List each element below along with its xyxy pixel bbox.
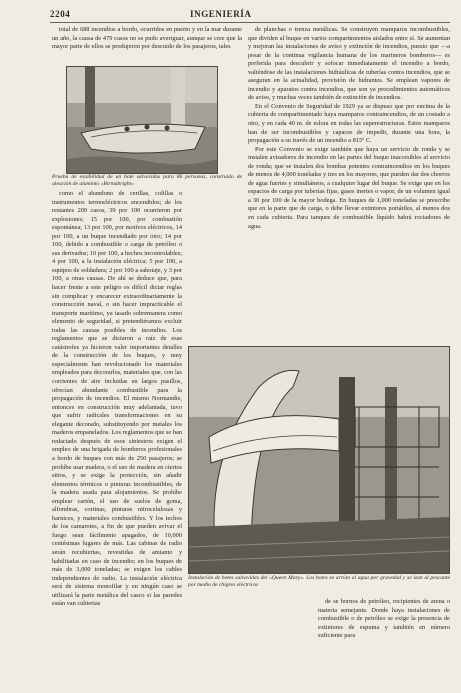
paragraph: de planchas o trenza metálicas. Se construyen mamparos incombustibles, que dividen al buque en varios compartimientos aislados entre sí. Se aumentan y mejoran las instalaciones de aviso y extinción de incendios, puesto que —a pesar de la continua vigilancia humana de los marineros bomberos— es preferida para descubrir y sofocar inmediatamente el incendio a bordo, valiéndose de las instalaciones hidráulicas de tuberías contra incendios, que se aseguran en la actualidad, provisión de hidrantes. Se emplean vapores de incendio y aparatos contra incendios, que son ya procedimientos automáticos de aviso, y muchas veces también de extinción de incendios. xyxy=(248,26,450,102)
left-column-main xyxy=(52,190,182,670)
page-header xyxy=(50,8,450,23)
paragraph: como el abandono de cerillas, colillas o instrumentos termoeléctricos encendidos; de los restantes 209 casos, 39 por 100 ocurrieron por explosiones; 15 por 100, por combustión espontánea; 13 por 100, por motivos eléctricos, 14 por 100, a un buque incendiado por otro; 14 por 100, debido a combustible o carga de petróleo o sus derivados; 10 por 100, a hechos incontrolables; 4 por 100, a la instalación eléctrica; 5 por 100, a equipos de soldadura; 2 por 100 a sabotaje, y 3 por 100, a otras causas. De ahí se deduce que, para hacer frente a este peligro es difícil dictar reglas sin complicar y encarecer extraordinariamente la construcción naval, o sin hacer impracticable el transporte marítimo, ya tasado sobremanera como elemento de seguridad, si pretendiéramos excluir todas las causas posibles de incendios. Los reglamentos que se dictaron a raíz de esas catástrofes ya hicieron valer importantes detalles de la construcción de los buques, y muy especialmente han revolucionado los materiales empleados para decorarlos, materiales que, con las corrientes de aire incluidas en largos pasillos, ofrecían abundante combustible para la propagación de incendios. El mismo Normandie, entonces en construcción muy adelantada, tuvo que sufrir radicales transformaciones en su elegante decorado, substituyendo por metales los maderos empanelados. Los reglamentos que se han redactado después de esos siniestros exigen el empleo de una brigada de bomberos profesionales a bordo de buques con más de 250 pasajeros; se prohíbe usar madera, o el uso de madera en ciertos sitios, y se exige la protección, sin añadir elementos térmicos o pinturas incombustibles, de la madera usada para alojamientos. Se prohíbe emplear cartón, el uso de suelos de goma, alfombras, cortinas, pinturas nitrocelulosas y barnices, y materiales combustibles. Y los techos de los camarotes, a fin de que pueden avivar el fuego sean fácilmente apagados, de 10,000 centésimas lugares de más. Las cabinas de radio serán recubiertas, revestidas de amianto y habilitadas en caso de incendio; en los buques de más de 3,000 toneladas; se exigen los cables independientes de radio. La instalación eléctrica será de sistema monofilar y en ningún caso se utilizará la parte metálica del casco si las paredes están van cubiertas xyxy=(52,190,182,608)
paragraph: En el Convenio de Seguridad de 1929 ya se dispuso que por encima de la cubierta de compartimentado haya mamparos contraincendios, de un costado a otro, y en cada 40 m. de eslora en todas las superestructuras. Estos mamparos han de ser incombustibles y capaces de impedir, durante una hora, la propagación a su través de un incendio a 815º C. xyxy=(248,102,450,145)
running-title: INGENIERÍA xyxy=(190,9,252,19)
queen-mary-illustration xyxy=(189,347,449,573)
paragraph: Por este Convenio se exige también que haya un servicio de ronda y se instalen avisadores de incendio en las partes del buque inaccesibles al servicio de ronda; que se instalen dos bombas potentes contraincendios en los buques de menos de 4,000 toneladas y tres en los mayores, que pueden dar dos chorros de agua fuertes y simultáneos, a cualquier lugar del buque. Se exige que en los espacios de carga por tuberías fijas, gases inertes o vapor, de un volumen igual a 30 por 100 de la mayor bodega. En buques de 1,000 toneladas se prescribe que en la parte que de carga, o debe llevar extintores portátiles, al menos dos en cada cubierta. Para tanques de combustible líquido habrá rociadores de agua. xyxy=(248,145,450,230)
right-column-top xyxy=(248,26,450,356)
page-number: 2204 xyxy=(50,9,71,19)
lifeboat-test-caption: Prueba de estabilidad de un bote salvavidas para 86 personas, construído de aleación de aluminio «Birmabright» xyxy=(52,174,242,187)
lifeboat-test-photo xyxy=(66,66,218,174)
paragraph: de se hornos de petróleo, recipientes de arena o materia semejante. Donde haya instalaciones de combustible o de petróleo se exige la presencia de extintores de espuma y también en número suficiente para xyxy=(318,598,450,640)
lifeboat-test-illustration xyxy=(67,67,217,173)
paragraph: total de 688 incendios a bordo, ocurridos en puerto y en la mar durante un año, la causa de 479 casos no se pudo averiguar, aunque se cree que la mayor parte de ellos se produjeron por descuido de los pasajeros, tales xyxy=(52,26,242,51)
left-column-top xyxy=(52,26,242,68)
right-column-bottom xyxy=(318,598,450,680)
queen-mary-photo xyxy=(188,346,450,574)
queen-mary-caption: Instalación de botes salvavidas del «Queen Mary». Los botes se arrían al agua por gravedad y se izan al pescante por medio de chigres eléctricos xyxy=(188,575,450,588)
